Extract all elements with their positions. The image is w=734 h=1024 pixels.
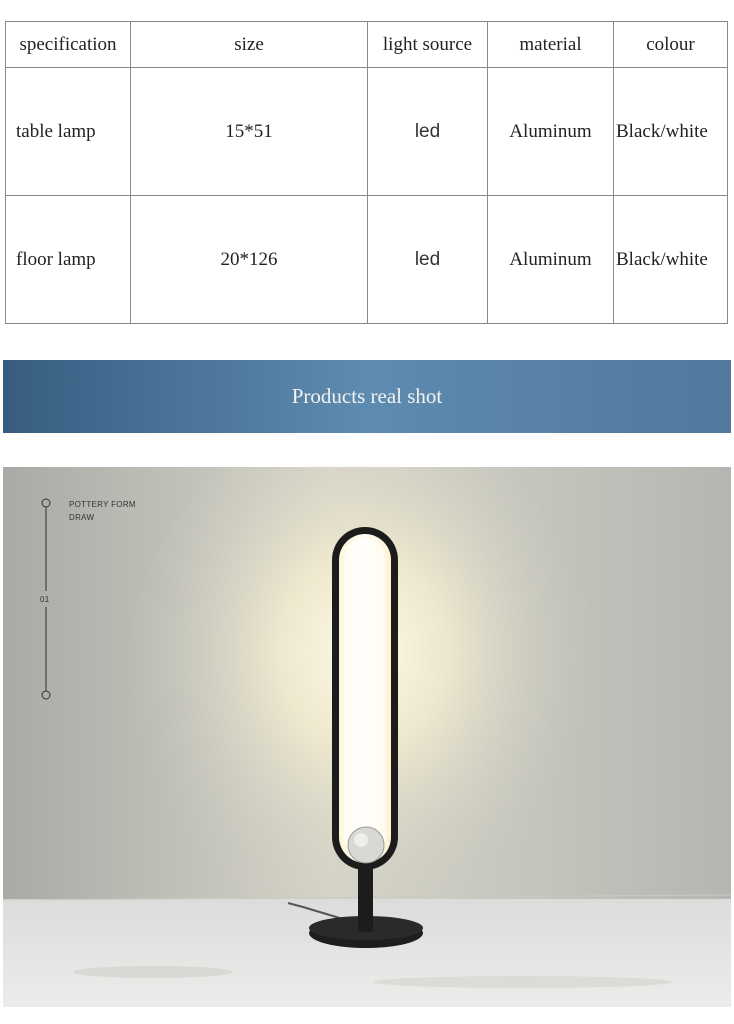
caption-line-1: POTTERY FORM	[69, 500, 136, 509]
table-header-row	[6, 22, 728, 68]
header-specification: specification	[6, 22, 131, 68]
header-light-source: light source	[368, 22, 488, 68]
marker-number: 01	[40, 595, 50, 604]
cell-specification: floor lamp	[6, 196, 131, 324]
banner-title: Products real shot	[291, 384, 443, 408]
specification-table	[5, 21, 728, 324]
table-row	[6, 196, 728, 324]
header-colour: colour	[614, 22, 728, 68]
header-size: size	[131, 22, 368, 68]
cell-size: 20*126	[131, 196, 368, 324]
lamp-stem	[358, 867, 373, 932]
section-banner	[3, 360, 731, 433]
caption-line-2: DRAW	[69, 513, 95, 522]
cell-material: Aluminum	[488, 196, 614, 324]
lamp-knob	[348, 827, 384, 863]
cell-light-source: led	[368, 68, 488, 196]
cell-light-source: led	[368, 196, 488, 324]
cell-colour: Black/white	[614, 196, 728, 324]
lamp-photo-illustration	[3, 467, 731, 1007]
header-material: material	[488, 22, 614, 68]
product-photo	[3, 467, 731, 1007]
cell-specification: table lamp	[6, 68, 131, 196]
cell-material: Aluminum	[488, 68, 614, 196]
cell-colour: Black/white	[614, 68, 728, 196]
cell-size: 15*51	[131, 68, 368, 196]
table-row	[6, 68, 728, 196]
